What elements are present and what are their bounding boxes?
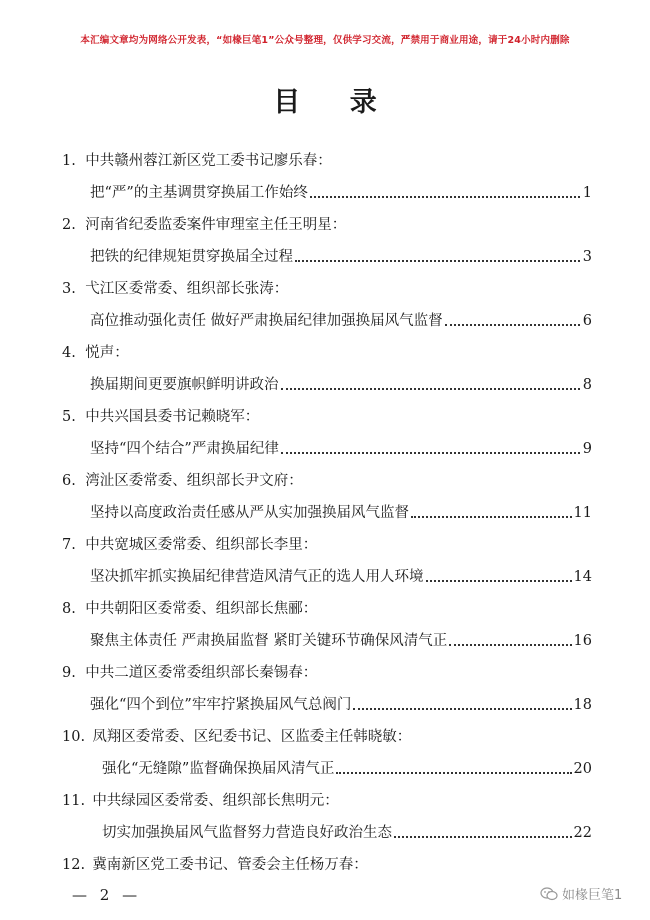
toc-subtitle: 强化“无缝隙”监督确保换届风清气正 [102, 761, 335, 777]
toc-subtitle-line[interactable] [90, 626, 592, 656]
toc-heading-text: 中共绿园区委常委、组织部长焦明元： [92, 793, 339, 809]
toc-number: 11. [62, 793, 86, 809]
toc-heading [62, 850, 368, 880]
toc-subtitle-line[interactable] [90, 242, 592, 272]
toc-heading-text: 中共二道区委常委组织部长秦锡春： [85, 665, 318, 681]
toc-page-number: 8 [582, 377, 592, 393]
disclaimer-banner: 本汇编文章均为网络公开发表，“如椽巨笔1”公众号整理，仅供学习交流，严禁用于商业用途，请于24小时内删除 [80, 35, 570, 46]
toc-heading-text: 中共宽城区委常委、组织部长李里： [85, 537, 318, 553]
toc-heading [62, 402, 259, 432]
toc-subtitle-line[interactable] [90, 370, 592, 400]
toc-entry[interactable] [62, 402, 592, 466]
toc-number: 1. [62, 153, 76, 169]
toc-number: 12. [62, 857, 86, 873]
dot-leader [310, 196, 580, 198]
toc-heading-text: 凤翔区委常委、区纪委书记、区监委主任韩晓敏： [92, 729, 412, 745]
toc-subtitle: 强化“四个到位”牢牢拧紧换届风气总阀门 [90, 697, 352, 713]
toc-number: 4. [62, 345, 76, 361]
dot-leader [394, 836, 572, 838]
toc-entry[interactable] [62, 466, 592, 530]
toc-heading-text: 河南省纪委监委案件审理室主任王明星： [85, 217, 347, 233]
toc-page-number: 16 [573, 633, 592, 649]
toc-entry[interactable] [62, 274, 592, 338]
toc-entry[interactable] [62, 210, 592, 274]
toc-heading-text: 悦声： [85, 345, 129, 361]
toc-subtitle: 换届期间更要旗帜鲜明讲政治 [90, 377, 279, 393]
toc-number: 9. [62, 665, 76, 681]
toc-page-number: 1 [582, 185, 592, 201]
toc-heading [62, 658, 317, 688]
toc-entry[interactable] [62, 530, 592, 594]
toc-entry[interactable] [62, 786, 592, 850]
toc-number: 7. [62, 537, 76, 553]
toc-entry[interactable] [62, 338, 592, 402]
toc-subtitle-line[interactable] [90, 562, 592, 592]
toc-heading [62, 594, 317, 624]
dot-leader [449, 644, 571, 646]
toc-subtitle: 坚持“四个结合”严肃换届纪律 [90, 441, 279, 457]
toc-heading [62, 210, 346, 240]
toc-heading-text: 湾沚区委常委、组织部长尹文府： [85, 473, 303, 489]
toc-number: 3. [62, 281, 76, 297]
dot-leader [445, 324, 580, 326]
toc-subtitle: 坚决抓牢抓实换届纪律营造风清气正的选人用人环境 [90, 569, 424, 585]
toc-page-number: 11 [573, 505, 592, 521]
toc-page-number: 9 [582, 441, 592, 457]
toc-subtitle: 聚焦主体责任 严肃换届监督 紧盯关键环节确保风清气正 [90, 633, 448, 649]
page-title: 目 录 [273, 87, 397, 118]
toc-heading [62, 466, 303, 496]
toc-subtitle: 把“严”的主基调贯穿换届工作始终 [90, 185, 308, 201]
dot-leader [281, 452, 580, 454]
toc-number: 8. [62, 601, 76, 617]
dot-leader [281, 388, 581, 390]
toc-heading [62, 786, 339, 816]
toc-subtitle: 坚持以高度政治责任感从严从实加强换届风气监督 [90, 505, 409, 521]
toc-number: 5. [62, 409, 76, 425]
watermark-text: 如椽巨笔1 [562, 888, 623, 903]
toc-entry[interactable] [62, 850, 592, 914]
toc-entry[interactable] [62, 594, 592, 658]
toc-heading-text: 中共兴国县委书记赖晓军： [85, 409, 260, 425]
toc-subtitle-line[interactable] [90, 498, 592, 528]
toc-number: 2. [62, 217, 76, 233]
toc-subtitle-line[interactable] [90, 690, 592, 720]
toc-subtitle: 把铁的纪律规矩贯穿换届全过程 [90, 249, 293, 265]
toc-heading [62, 338, 129, 368]
toc-heading-text: 冀南新区党工委书记、管委会主任杨万春： [92, 857, 368, 873]
page-number: — 2 — [72, 886, 142, 904]
toc-entry[interactable] [62, 146, 592, 210]
dot-leader [426, 580, 572, 582]
toc-subtitle-line[interactable] [102, 818, 592, 848]
toc-page-number: 22 [573, 825, 592, 841]
wechat-icon [540, 887, 558, 901]
toc-page-number: 18 [573, 697, 592, 713]
toc-page-number: 14 [573, 569, 592, 585]
toc-heading [62, 146, 332, 176]
toc-page-number: 20 [573, 761, 592, 777]
dot-leader [336, 772, 571, 774]
toc-heading-text: 中共朝阳区委常委、组织部长焦郦： [85, 601, 318, 617]
dot-leader [353, 708, 571, 710]
toc-heading-text: 弋江区委常委、组织部长张涛： [85, 281, 289, 297]
dot-leader [295, 260, 580, 262]
toc-subtitle-line[interactable] [90, 306, 592, 336]
toc-number: 6. [62, 473, 76, 489]
toc-subtitle-line[interactable] [102, 754, 592, 784]
toc-subtitle-line[interactable] [90, 178, 592, 208]
toc-page-number: 3 [582, 249, 592, 265]
toc-subtitle: 切实加强换届风气监督努力营造良好政治生态 [102, 825, 392, 841]
toc-heading-text: 中共赣州蓉江新区党工委书记廖乐春： [85, 153, 332, 169]
toc-heading [62, 274, 288, 304]
dot-leader [411, 516, 572, 518]
toc-page-number: 6 [582, 313, 592, 329]
toc-entry[interactable] [62, 658, 592, 722]
toc-entry[interactable] [62, 722, 592, 786]
toc-subtitle: 高位推动强化责任 做好严肃换届纪律加强换届风气监督 [90, 313, 443, 329]
toc-number: 10. [62, 729, 86, 745]
watermark [540, 884, 622, 903]
toc-heading [62, 722, 411, 752]
toc-subtitle-line[interactable] [90, 434, 592, 464]
table-of-contents [62, 146, 592, 914]
toc-heading [62, 530, 317, 560]
